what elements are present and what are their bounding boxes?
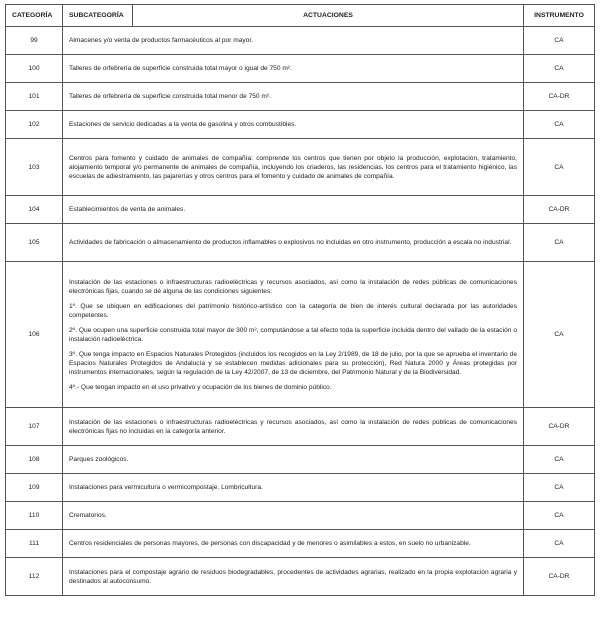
categoria-cell: 100 <box>6 55 63 83</box>
table-row <box>6 55 595 83</box>
actuacion-text: Instalaciones para el compostaje agrario de residuos biodegradables, procedentes de actividades agrarias, realizado en la propia explotación agraria y destinados al autoconsumo. <box>69 568 517 585</box>
header-subcategoria: SUBCATEGORÍA <box>63 5 133 27</box>
header-row <box>6 5 595 27</box>
table-row <box>6 83 595 111</box>
categoria-cell: 106 <box>6 262 63 408</box>
categoria-cell: 110 <box>6 502 63 530</box>
table-row <box>6 111 595 139</box>
categoria-cell: 111 <box>6 530 63 558</box>
actuacion-cell <box>63 196 524 224</box>
categoria-cell: 103 <box>6 139 63 196</box>
actuacion-text: Talleres de orfebrería de superficie construida total mayor o igual de 750 m². <box>69 65 292 72</box>
instrumento-cell: CA <box>524 27 595 55</box>
actuacion-cell <box>63 83 524 111</box>
actuacion-text: Actividades de fabricación o almacenamiento de productos inflamables o explosivos no incluidas en otro instrumento, producción a escala no industrial. <box>69 239 512 246</box>
table-row <box>6 530 595 558</box>
instrumento-cell: CA <box>524 446 595 474</box>
actuacion-cell <box>63 408 524 446</box>
actuacion-text: Establecimientos de venta de animales. <box>69 206 186 213</box>
instrumento-cell: CA <box>524 139 595 196</box>
actuacion-cell <box>63 27 524 55</box>
table-row <box>6 408 595 446</box>
actuacion-cell <box>63 530 524 558</box>
actuacion-text: Instalación de las estaciones o infraestructuras radioeléctricas y recursos asociados, así como la instalación de redes públicas de comunicaciones electrónicas fijas, cuando se dé alguna de las condiciones siguientes: <box>69 278 517 295</box>
categoria-cell: 109 <box>6 474 63 502</box>
instrumento-cell: CA-DR <box>524 558 595 596</box>
instrumento-cell: CA <box>524 224 595 262</box>
actuaciones-table <box>5 4 595 596</box>
instrumento-cell: CA <box>524 530 595 558</box>
categoria-cell: 112 <box>6 558 63 596</box>
header-categoria: CATEGORÍA <box>6 5 63 27</box>
instrumento-cell: CA <box>524 474 595 502</box>
actuacion-text: Instalaciones para vermicultura o vermicompostaje. Lombricultura. <box>69 484 263 491</box>
instrumento-cell: CA-DR <box>524 196 595 224</box>
actuacion-cell <box>63 446 524 474</box>
table-row <box>6 196 595 224</box>
actuacion-cell <box>63 262 524 408</box>
table-row <box>6 446 595 474</box>
header-instrumento: INSTRUMENTO <box>524 5 595 27</box>
table-row <box>6 139 595 196</box>
instrumento-cell: CA <box>524 502 595 530</box>
instrumento-cell: CA-DR <box>524 83 595 111</box>
actuacion-cell <box>63 558 524 596</box>
actuacion-cell <box>63 111 524 139</box>
actuacion-text: Almacenes y/o venta de productos farmacéuticos al por mayor. <box>69 37 253 44</box>
actuacion-text: Centros para fomento y cuidado de animales de compañía: comprende los centros que tienen por objeto la producción, explotación, tratamiento, alojamiento temporal y/o permanente de animales de compañía, incluyendo los criaderos, las residencias, los centros para el tratamiento higiénico, las escuelas de adiestramiento, las pajarerías y otros centros para el fomento y cuidado de animales de compañía. <box>69 154 517 180</box>
table-row <box>6 224 595 262</box>
actuacion-text: Talleres de orfebrería de superficie construida total menor de 750 m². <box>69 93 271 100</box>
table-row <box>6 27 595 55</box>
categoria-cell: 102 <box>6 111 63 139</box>
actuacion-cell <box>63 224 524 262</box>
categoria-cell: 107 <box>6 408 63 446</box>
actuacion-text: Estaciones de servicio dedicadas a la venta de gasolina y otros combustibles. <box>69 121 297 128</box>
table-row <box>6 558 595 596</box>
categoria-cell: 105 <box>6 224 63 262</box>
actuacion-cell <box>63 502 524 530</box>
actuacion-cell <box>63 474 524 502</box>
instrumento-cell: CA <box>524 262 595 408</box>
categoria-cell: 108 <box>6 446 63 474</box>
actuacion-cell <box>63 55 524 83</box>
actuacion-text: 2º. Que ocupen una superficie construida total mayor de 300 m², computándose a tal efecto toda la superficie incluida dentro del vallado de la estación o instalación radioeléctrica. <box>69 326 517 343</box>
actuacion-text: Crematorios. <box>69 512 107 519</box>
actuacion-cell <box>63 139 524 196</box>
actuacion-text: Centros residenciales de personas mayores, de personas con discapacidad y de menores o asimilables a estos, en suelo no urbanizable. <box>69 540 471 547</box>
table-row <box>6 262 595 408</box>
actuacion-text: 4º.- Que tengan impacto en el uso privativo y ocupación de los bienes de dominio público. <box>69 383 332 391</box>
table-row <box>6 502 595 530</box>
table-row <box>6 474 595 502</box>
actuacion-text: Instalación de las estaciones o infraestructuras radioeléctricas y recursos asociados, así como la instalación de redes públicas de comunicaciones electrónicas fijas no incluidas en la categoría anterior. <box>69 418 517 435</box>
actuacion-text: 3º. Que tenga impacto en Espacios Naturales Protegidos (incluidos los recogidos en la Ley 2/1989, de 18 de julio, por la que se aprueba el inventario de Espacios Naturales Protegidos de Andalucía y se establecen medidas adicionales para su protección), Red Natura 2000 y Áreas protegidas por instrumentos internacionales, según la regulación de la Ley 42/2007, de 13 de diciembre, del Patrimonio Natural y de la Biodiversidad. <box>69 350 517 376</box>
categoria-cell: 104 <box>6 196 63 224</box>
actuacion-text: 1º. Que se ubiquen en edificaciones del patrimonio histórico-artístico con la categoría de bien de interés cultural declarada por las autoridades competentes. <box>69 302 517 319</box>
instrumento-cell: CA-DR <box>524 408 595 446</box>
instrumento-cell: CA <box>524 55 595 83</box>
categoria-cell: 99 <box>6 27 63 55</box>
instrumento-cell: CA <box>524 111 595 139</box>
header-actuaciones: ACTUACIONES <box>133 5 524 27</box>
categoria-cell: 101 <box>6 83 63 111</box>
actuacion-text: Parques zoológicos. <box>69 456 129 463</box>
